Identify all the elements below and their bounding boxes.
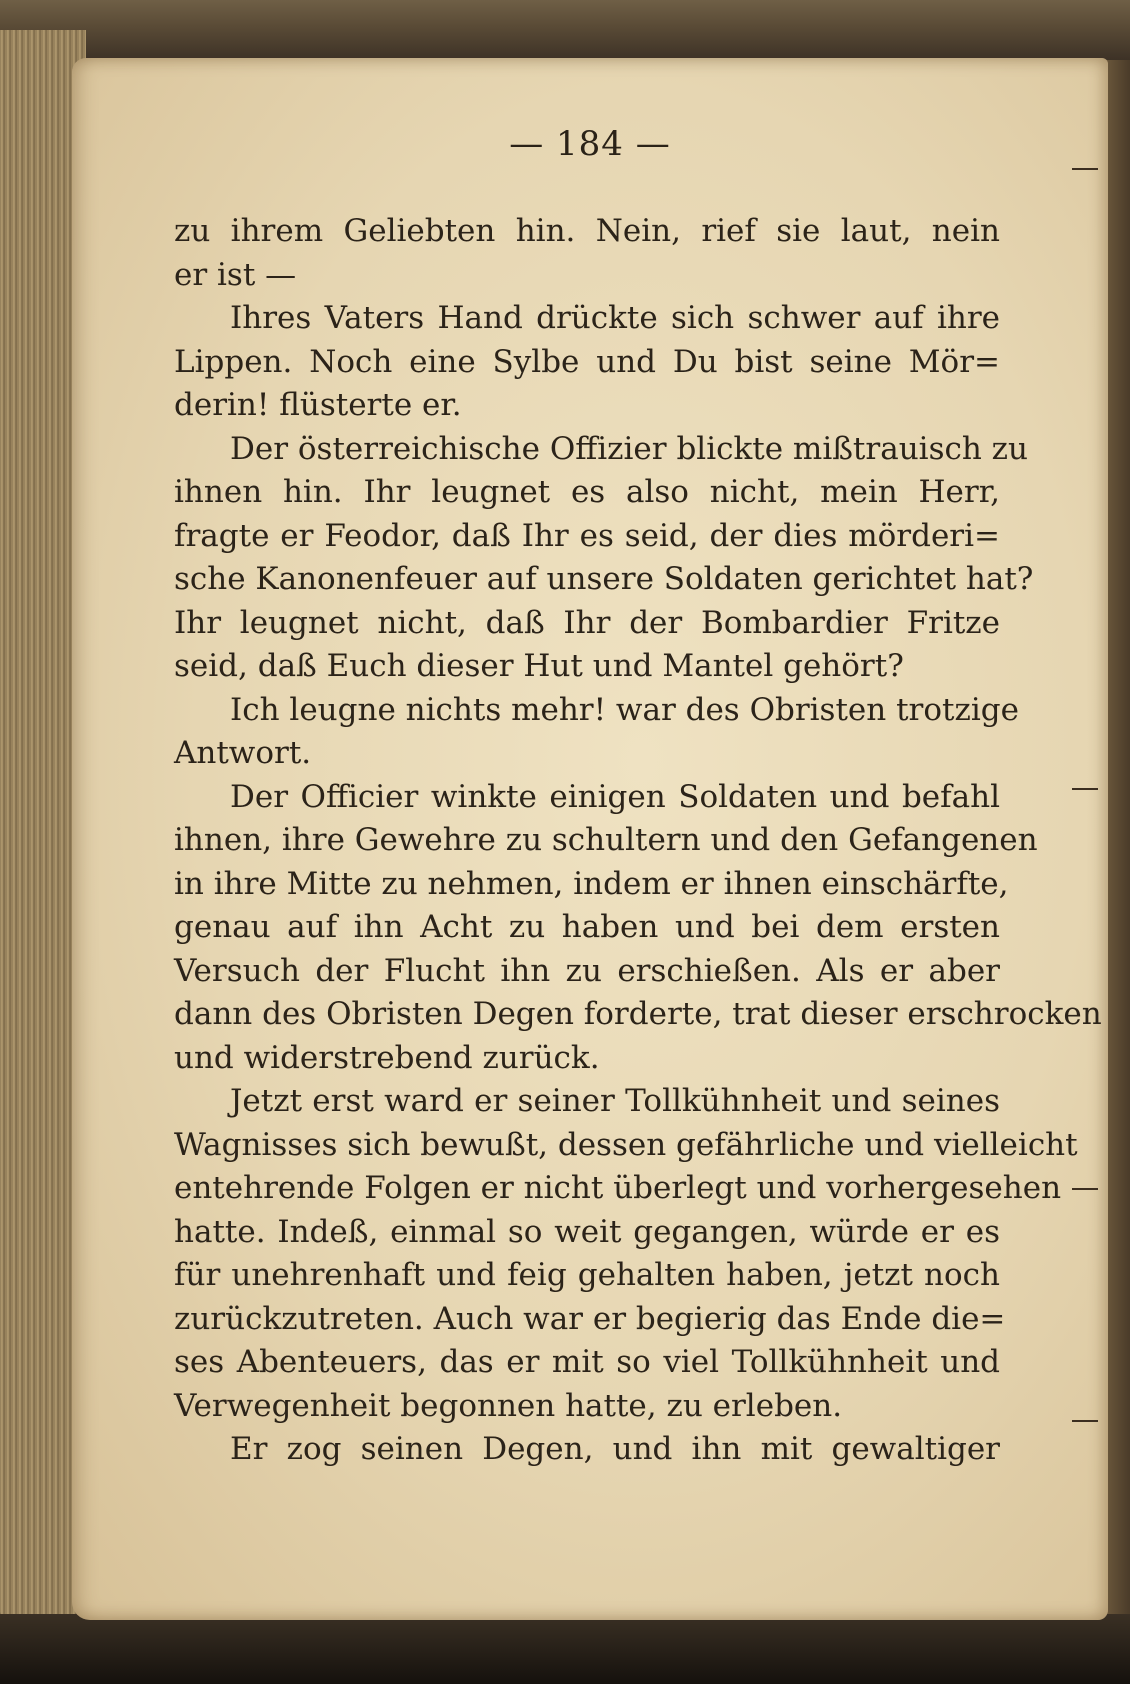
text-line: für unehrenhaft und feig gehalten haben, jetzt noch — [174, 1257, 1000, 1293]
text-line: ihnen hin. Ihr leugnet es also nicht, mein Herr, — [174, 474, 1000, 510]
text-line: zu ihrem Geliebten hin. Nein, rief sie laut, nein — [174, 213, 1000, 249]
text-line: derin! flüsterte er. — [174, 387, 462, 423]
text-line: zurückzutreten. Auch war er begierig das Ende die= — [174, 1300, 1006, 1337]
text-line: fragte er Feodor, daß Ihr es seid, der dies mörderi= — [174, 517, 1000, 554]
text-line: Er zog seinen Degen, und ihn mit gewaltiger — [230, 1431, 1000, 1467]
book-bottom-edge — [0, 1614, 1130, 1684]
text-line: hatte. Indeß, einmal so weit gegangen, würde er es — [174, 1213, 1000, 1250]
text-line: Der Officier winkte einigen Soldaten und befahl — [230, 778, 1000, 815]
text-line: seid, daß Euch dieser Hut und Mantel gehört? — [174, 648, 904, 684]
edge-mark — [1072, 1188, 1098, 1190]
book-right-edge — [1106, 60, 1130, 1620]
text-line: genau auf ihn Acht zu haben und bei dem ersten — [174, 909, 1000, 945]
edge-mark — [1072, 788, 1098, 790]
book-page — [72, 58, 1108, 1620]
text-line: Versuch der Flucht ihn zu erschießen. Als er aber — [174, 952, 1000, 989]
text-line: und widerstrebend zurück. — [174, 1039, 600, 1076]
book-top-edge — [0, 0, 1130, 62]
edge-mark — [1072, 168, 1098, 170]
text-line: sche Kanonenfeuer auf unsere Soldaten gerichtet hat? — [174, 561, 1034, 597]
body-text — [174, 210, 1102, 1472]
text-line: Wagnisses sich bewußt, dessen gefährliche und vielleicht — [174, 1126, 1078, 1163]
text-line: Jetzt erst ward er seiner Tollkühnheit und seines — [230, 1083, 1000, 1119]
text-line: Der österreichische Offizier blickte mißtrauisch zu — [230, 430, 1028, 467]
page-number: — 184 — — [509, 124, 671, 164]
text-line: dann des Obristen Degen forderte, trat dieser erschrocken — [174, 996, 1102, 1032]
edge-mark — [1072, 1420, 1098, 1422]
text-line: Lippen. Noch eine Sylbe und Du bist seine Mör= — [174, 343, 1000, 380]
text-line: Ich leugne nichts mehr! war des Obristen trotzige — [230, 691, 1019, 728]
text-line: in ihre Mitte zu nehmen, indem er ihnen einschärfte, — [174, 865, 1009, 902]
text-line: Verwegenheit begonnen hatte, zu erleben. — [174, 1387, 843, 1424]
text-line: ses Abenteuers, das er mit so viel Tollkühnheit und — [174, 1344, 1000, 1380]
text-line: Ihr leugnet nicht, daß Ihr der Bombardier Fritze — [174, 604, 1000, 641]
text-line: entehrende Folgen er nicht überlegt und vorhergesehen — [174, 1170, 1062, 1206]
text-line: er ist — — [174, 256, 297, 293]
text-line: Antwort. — [174, 735, 312, 771]
text-line: ihnen, ihre Gewehre zu schultern und den Gefangenen — [174, 822, 1038, 858]
text-line: Ihres Vaters Hand drückte sich schwer auf ihre — [230, 300, 1000, 336]
